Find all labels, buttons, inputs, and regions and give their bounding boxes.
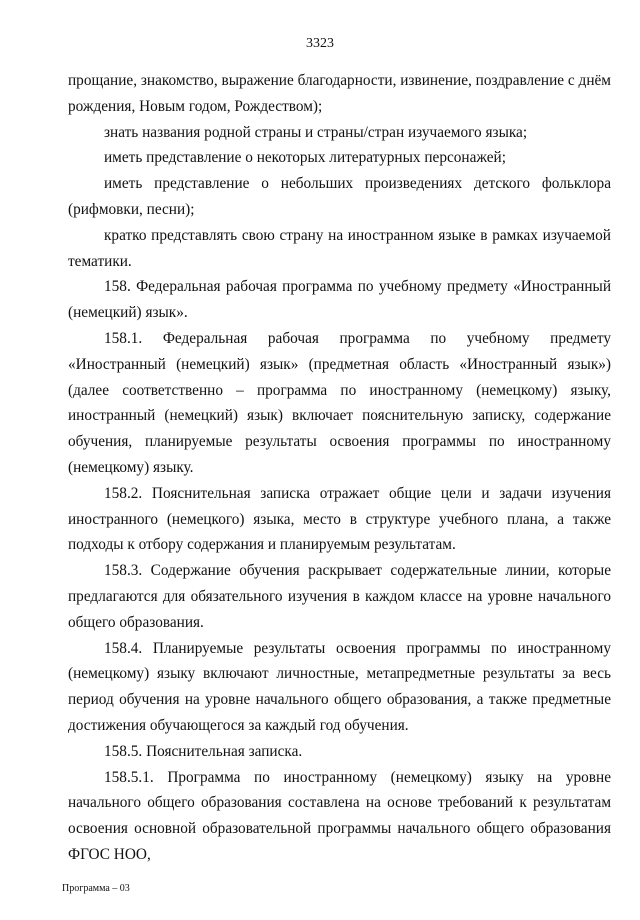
paragraph-folklore: иметь представление о небольших произведениях детского фольклора (рифмовки, песни); — [68, 175, 611, 218]
body-text — [68, 68, 611, 868]
paragraph-greetings-continuation: прощание, знакомство, выражение благодарности, извинение, поздравление с днём рождения, Новым годом, Рождеством); — [68, 72, 611, 115]
section-158-3: 158.3. Содержание обучения раскрывает содержательные линии, которые предлагаются для обязательного изучения в каждом классе на уровне начального общего образования. — [68, 562, 611, 631]
paragraph-country-names: знать названия родной страны и страны/стран изучаемого языка; — [104, 123, 528, 141]
section-158-5-1: 158.5.1. Программа по иностранному (немецкому) языку на уровне начального общего образования составлена на основе требований к результатам освоения основной образовательной программы начального общего образования ФГОС НОО, — [68, 768, 611, 863]
section-158-2: 158.2. Пояснительная записка отражает общие цели и задачи изучения иностранного (немецкого) языка, место в структуре учебного плана, а также подходы к отбору содержания и планируемым результатам. — [68, 484, 611, 554]
section-158-5: 158.5. Пояснительная записка. — [104, 742, 303, 760]
footer-label: Программа – 03 — [62, 883, 130, 894]
section-158-heading: 158. Федеральная рабочая программа по учебному предмету «Иностранный (немецкий) язык». — [68, 278, 611, 322]
section-158-1: 158.1. Федеральная рабочая программа по учебному предмету «Иностранный (немецкий) язык» (предметная область «Иностранный язык») (далее соответственно – программа по иностранному (немецкому) языку, иностранный (немецкий) язык) включает пояснительную записку, содержание обучения, планируемые результаты освоения программы по иностранному (немецкому) языку. — [68, 329, 611, 476]
section-158-4: 158.4. Планируемые результаты освоения программы по иностранному (немецкому) языку включают личностные, метапредметные результаты за весь период обучения на уровне начального общего образования, а также предметные достижения обучающегося за каждый год обучения. — [68, 639, 611, 734]
paragraph-present-country: кратко представлять свою страну на иностранном языке в рамках изучаемой тематики. — [68, 226, 611, 270]
paragraph-literary-characters: иметь представление о некоторых литературных персонажей; — [104, 149, 506, 167]
page-number: 3323 — [306, 36, 334, 51]
